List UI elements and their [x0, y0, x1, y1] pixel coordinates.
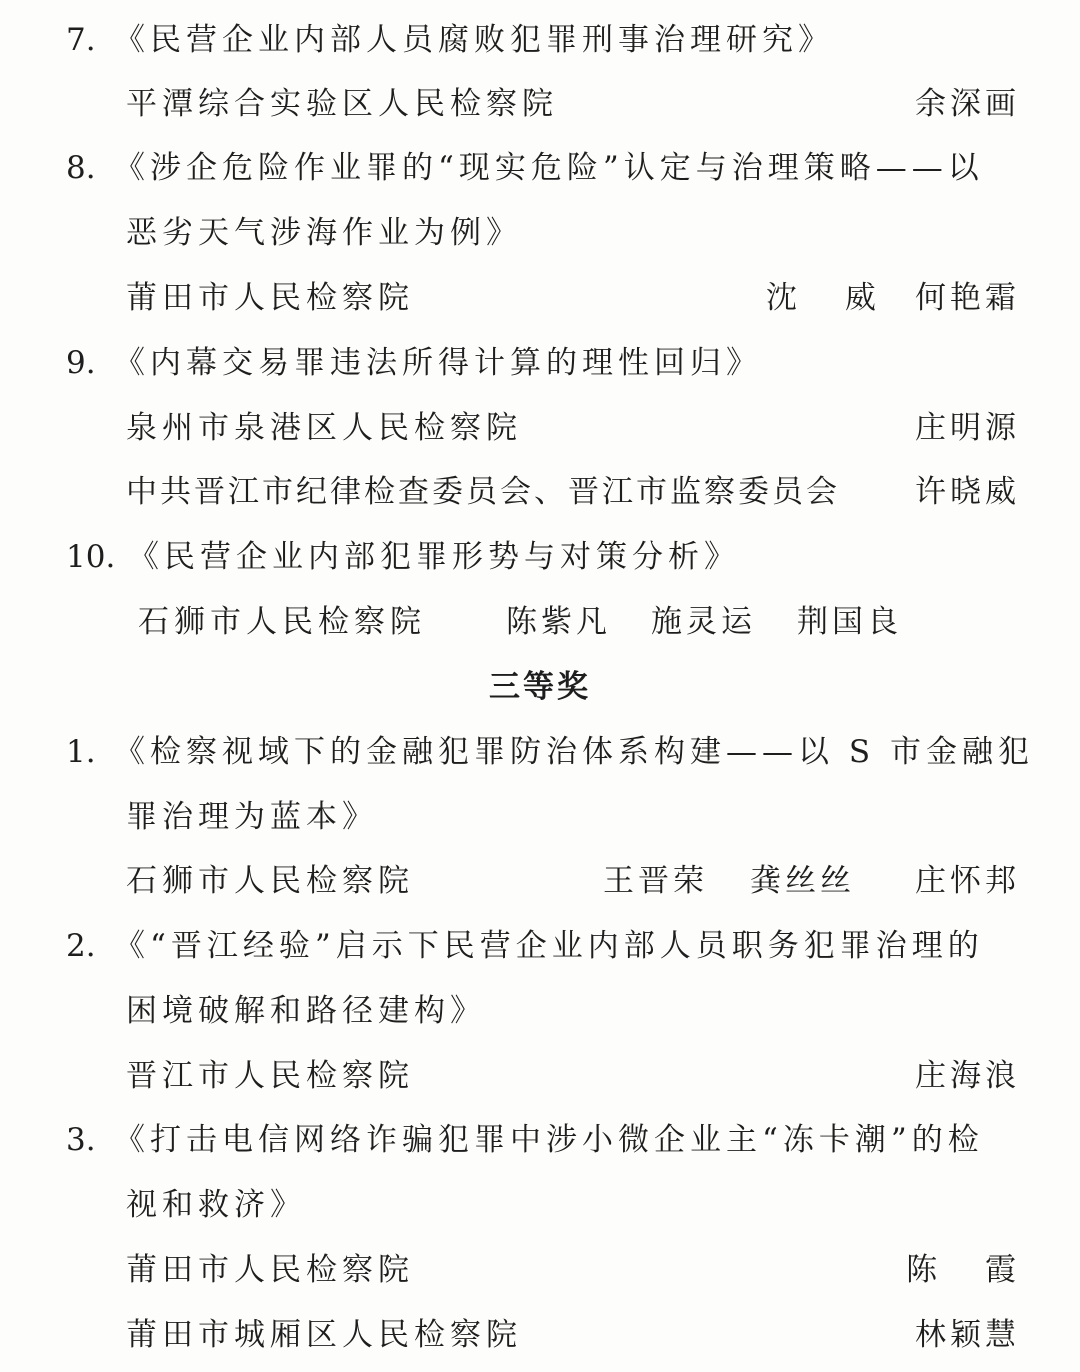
third-1-title: [66, 722, 1034, 782]
entry-title-text: 《民营企业内部人员腐败犯罪刑事治理研究》: [114, 22, 834, 58]
third-3-title: [66, 1110, 984, 1170]
entry-number: 10.: [66, 539, 116, 575]
entry-title-text: 《“晋江经验”启示下民营企业内部人员职务犯罪治理的: [114, 928, 984, 964]
entry-9-author-2: 许晓威: [915, 474, 1020, 510]
entry-9-org-1: 泉州市泉港区人民检察院: [126, 410, 522, 446]
entry-10-author-3: 荆国良: [797, 604, 902, 640]
entry-title-text: 《内幕交易罪违法所得计算的理性回归》: [114, 345, 762, 381]
entry-7-title: [66, 10, 834, 70]
third-3-org-1: 莆田市人民检察院: [126, 1252, 414, 1288]
third-1-org: 石狮市人民检察院: [126, 863, 414, 899]
entry-7-org: 平潭综合实验区人民检察院: [126, 86, 558, 122]
entry-10-author-2: 施灵运: [651, 604, 756, 640]
entry-9-org-2: 中共晋江市纪律检查委员会、晋江市监察委员会: [126, 474, 840, 510]
section-heading-third-prize: 三等奖: [489, 669, 591, 705]
entry-8-author-2: 何艳霜: [915, 280, 1020, 316]
entry-title-text: 《检察视域下的金融犯罪防治体系构建——以 S 市金融犯: [114, 734, 1034, 770]
entry-9-title: [66, 333, 762, 393]
entry-title-text: 《打击电信网络诈骗犯罪中涉小微企业主“冻卡潮”的检: [114, 1122, 984, 1158]
entry-title-text: 《民营企业内部犯罪形势与对策分析》: [128, 539, 740, 575]
entry-number: 1.: [66, 734, 96, 770]
third-1-author-3: 庄怀邦: [915, 863, 1020, 899]
entry-8-title: [66, 138, 984, 198]
entry-8-author-1: 沈 威: [766, 280, 880, 316]
third-1-author-1: 王晋荣: [603, 863, 708, 899]
third-2-title-cont: 困境破解和路径建构》: [126, 993, 486, 1029]
entry-10-author-1: 陈紫凡: [506, 604, 611, 640]
entry-number: 7.: [66, 22, 96, 58]
entry-9-author-1: 庄明源: [915, 410, 1020, 446]
third-3-author-2: 林颖慧: [915, 1317, 1020, 1353]
third-1-author-2: 龚丝丝: [750, 863, 855, 899]
entry-number: 3.: [66, 1122, 96, 1158]
entry-number: 8.: [66, 150, 96, 186]
entry-10-title: [66, 527, 740, 587]
entry-title-text: 《涉企危险作业罪的“现实危险”认定与治理策略——以: [114, 150, 984, 186]
entry-number: 2.: [66, 928, 96, 964]
third-2-org: 晋江市人民检察院: [126, 1058, 414, 1094]
third-3-org-2: 莆田市城厢区人民检察院: [126, 1317, 522, 1353]
entry-number: 9.: [66, 345, 96, 381]
third-1-title-cont: 罪治理为蓝本》: [126, 799, 378, 835]
entry-7-author: 余深画: [915, 86, 1020, 122]
entry-8-org: 莆田市人民检察院: [126, 280, 414, 316]
third-2-title: [66, 916, 984, 976]
third-3-author-1: 陈 霞: [906, 1252, 1020, 1288]
third-2-author: 庄海浪: [915, 1058, 1020, 1094]
third-3-title-cont: 视和救济》: [126, 1187, 306, 1223]
entry-10-org: 石狮市人民检察院: [138, 604, 426, 640]
entry-8-title-cont: 恶劣天气涉海作业为例》: [126, 215, 522, 251]
